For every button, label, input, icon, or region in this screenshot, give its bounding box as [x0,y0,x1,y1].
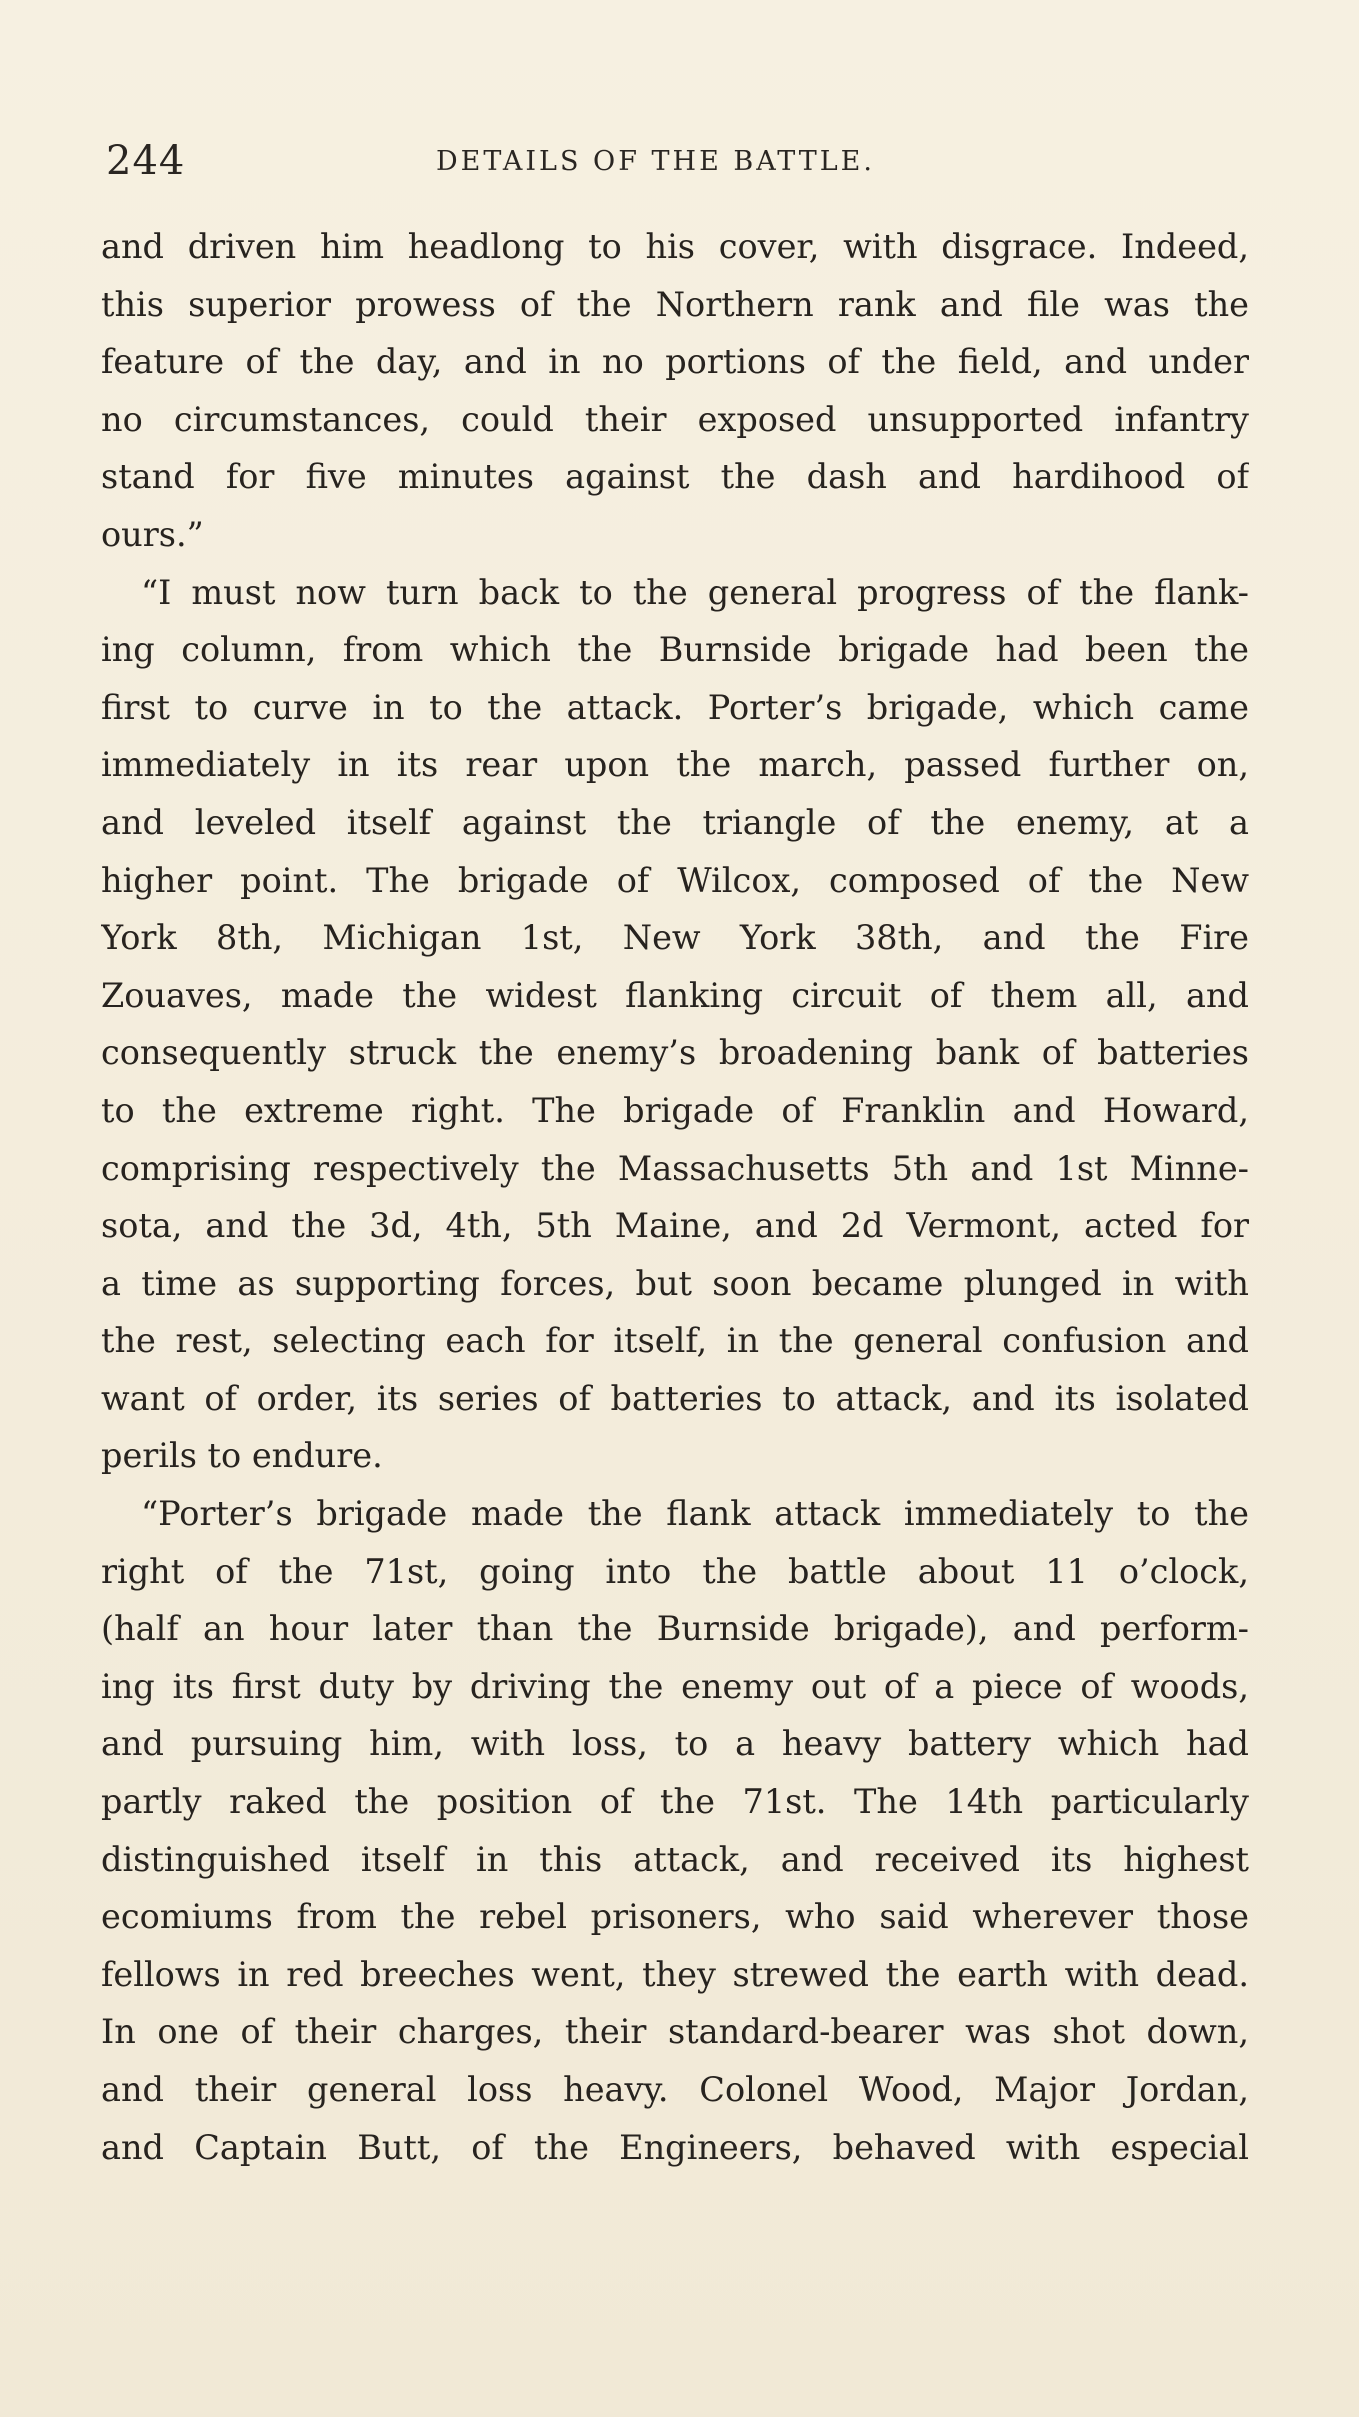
text-line: and pursuing him, with loss, to a heavy battery which had [101,1724,1249,1764]
text-line: distinguished itself in this attack, and received its highest [101,1839,1249,1879]
text-line: ours.” [101,514,204,554]
text-line: sota, and the 3d, 4th, 5th Maine, and 2d Vermont, acted for [101,1206,1249,1246]
text-line: consequently struck the enemy’s broadening bank of batteries [101,1033,1249,1073]
text-line: feature of the day, and in no portions of the field, and under [101,342,1249,382]
text-line: to the extreme right. The brigade of Franklin and Howard, [101,1090,1249,1130]
body-text [101,218,1249,2176]
text-line: and Captain Butt, of the Engineers, behaved with especial [101,2127,1249,2167]
text-line: In one of their charges, their standard-bearer was shot down, [101,2012,1249,2052]
text-line: perils to endure. [101,1436,383,1476]
text-line: fellows in red breeches went, they strewed the earth with dead. [101,1954,1249,1994]
text-line: no circumstances, could their exposed unsupported infantry [101,399,1249,439]
page-header [106,138,1246,188]
text-line: this superior prowess of the Northern rank and file was the [101,284,1249,324]
text-line: “I must now turn back to the general progress of the flank- [141,572,1249,612]
text-line: partly raked the position of the 71st. The 14th particularly [101,1782,1249,1822]
text-line: and their general loss heavy. Colonel Wood, Major Jordan, [101,2070,1249,2109]
text-line: York 8th, Michigan 1st, New York 38th, and the Fire [101,918,1249,958]
text-line: ing column, from which the Burnside brigade had been the [101,630,1249,670]
text-line: and driven him headlong to his cover, with disgrace. Indeed, [101,227,1249,266]
text-line: want of order, its series of batteries to attack, and its isolated [101,1378,1249,1418]
text-line: the rest, selecting each for itself, in the general confusion and [101,1321,1249,1361]
text-line: Zouaves, made the widest flanking circuit of them all, and [101,975,1249,1015]
text-line: right of the 71st, going into the battle about 11 o’clock, [101,1551,1249,1591]
text-line: comprising respectively the Massachusetts 5th and 1st Minne- [101,1148,1249,1188]
text-line: “Porter’s brigade made the flank attack immediately to the [141,1494,1249,1534]
text-line: and leveled itself against the triangle of the enemy, at a [101,802,1249,842]
text-line: stand for five minutes against the dash and hardihood of [101,457,1249,497]
text-line: higher point. The brigade of Wilcox, composed of the New [101,860,1249,900]
text-line: ing its first duty by driving the enemy out of a piece of woods, [101,1666,1249,1706]
page-number: 244 [106,138,186,184]
text-line: (half an hour later than the Burnside brigade), and perform- [101,1609,1249,1649]
running-title: DETAILS OF THE BATTLE. [436,146,875,177]
text-line: ecomiums from the rebel prisoners, who said wherever those [101,1897,1249,1937]
text-line: first to curve in to the attack. Porter’s brigade, which came [101,687,1249,727]
text-line: a time as supporting forces, but soon became plunged in with [101,1263,1249,1303]
text-line: immediately in its rear upon the march, passed further on, [101,745,1249,785]
